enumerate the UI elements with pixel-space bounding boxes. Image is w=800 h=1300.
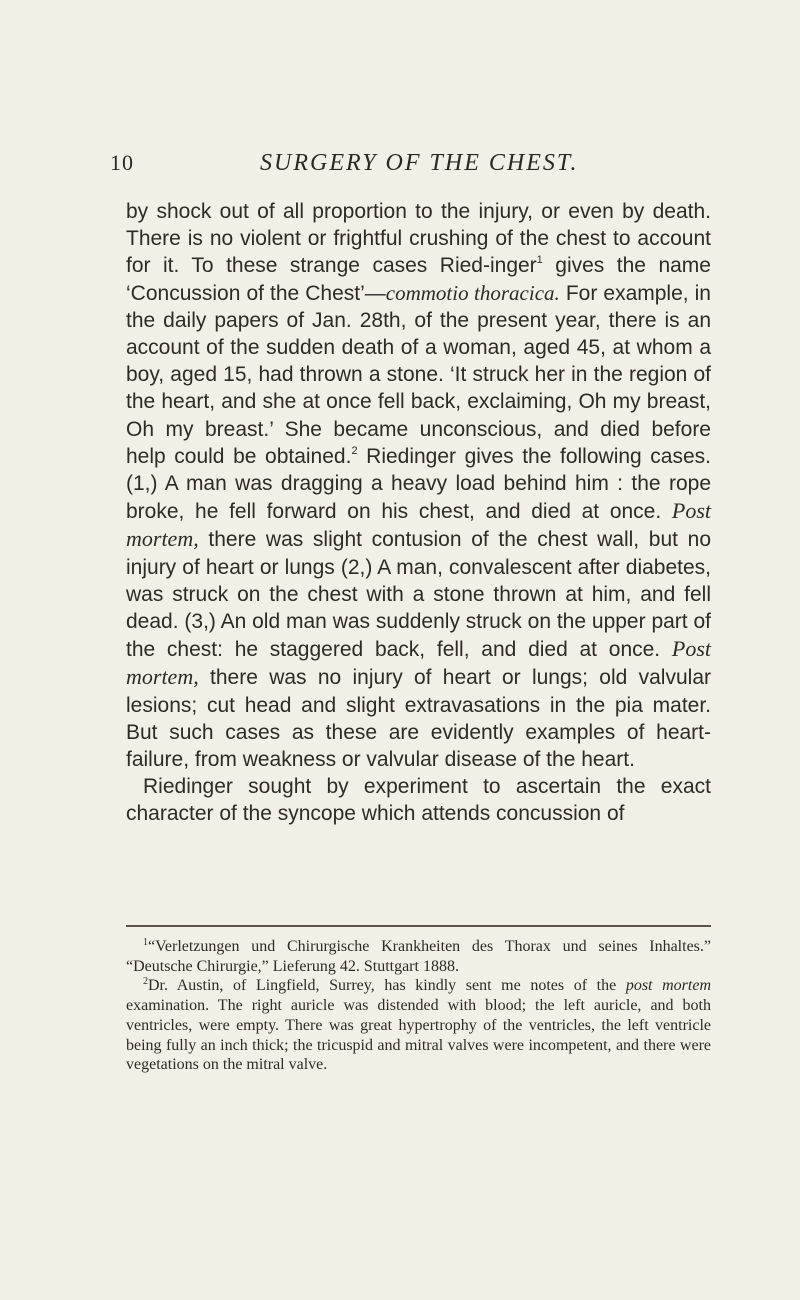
- paragraph-2: [126, 773, 711, 827]
- running-head: [110, 150, 710, 184]
- running-title: SURGERY OF THE CHEST.: [260, 150, 579, 176]
- footnote-ref-1: 1: [536, 254, 543, 267]
- paragraph-1: [126, 198, 711, 773]
- text-run: there was slight contusion of the chest wall, but no injury of heart or lungs (2,) A man, convalescent after diabetes, was struck on the chest with a stone thrown at him, and fell dead. (3,) An old man was suddenly struck on the upper part of the chest: he staggered back, fell, and died at once.: [126, 528, 711, 662]
- text-run: gives the name ‘Concussion of the Chest’—: [126, 254, 711, 305]
- footnote-text: Dr. Austin, of Lingfield, Surrey, has kindly sent me notes of the: [148, 977, 626, 995]
- text-run: by shock out of all proportion to the injury, or even by death. There is no violent or frightful crushing of the chest to account for it. To these strange cases Ried-inger: [126, 200, 711, 278]
- footnote-text: examination. The right auricle was distended with blood; the left auricle, and both ventricles, were empty. There was great hypertrophy of the ventricles, the left ventricle being fully an inch thick; the tricuspid and mitral valves were incompetent, and there were vegetations on the mitral valve.: [126, 997, 711, 1074]
- text-run: Riedinger gives the following cases. (1,) A man was dragging a heavy load behind him : the rope broke, he fell forward on his chest, and died at once.: [126, 444, 711, 524]
- footnote-2: [126, 976, 711, 1075]
- footnote-marker: 2: [143, 976, 148, 988]
- footnote-1: [126, 937, 711, 976]
- italic-term: post mortem: [625, 977, 711, 995]
- footnote-rule: [126, 925, 711, 927]
- footnote-marker: 1: [143, 937, 148, 948]
- body-text: [126, 198, 711, 828]
- italic-term: commotio thoracica.: [385, 280, 560, 305]
- footnote-text: “Verletzungen und Chirurgische Krankheiten des Thorax und seines Inhaltes.” “Deutsche Chirurgie,” Lieferung 42. Stuttgart 1888.: [126, 938, 711, 975]
- text-run: For example, in the daily papers of Jan. 28th, of the present year, there is an account of the sudden death of a woman, aged 45, at whom a boy, aged 15, had thrown a stone. ‘It struck her in the region of the heart, and she at once fell back, exclaiming, Oh my breast, Oh my breast.’ She became unconscious, and died before help could be obtained.: [126, 281, 711, 468]
- footnotes: [126, 937, 711, 1075]
- text-run: there was no injury of heart or lungs; old valvular lesions; cut head and slight extravasations in the pia mater. But such cases as these are evidently examples of heart-failure, from weakness or valvular disease of the heart.: [126, 666, 711, 772]
- italic-term: Post mortem,: [126, 636, 711, 690]
- page-number: 10: [110, 150, 134, 175]
- italic-term: Post mortem,: [126, 498, 711, 552]
- text-run: Riedinger sought by experiment to ascertain the exact character of the syncope which attends concussion of: [126, 775, 711, 826]
- footnote-ref-2: 2: [351, 444, 358, 457]
